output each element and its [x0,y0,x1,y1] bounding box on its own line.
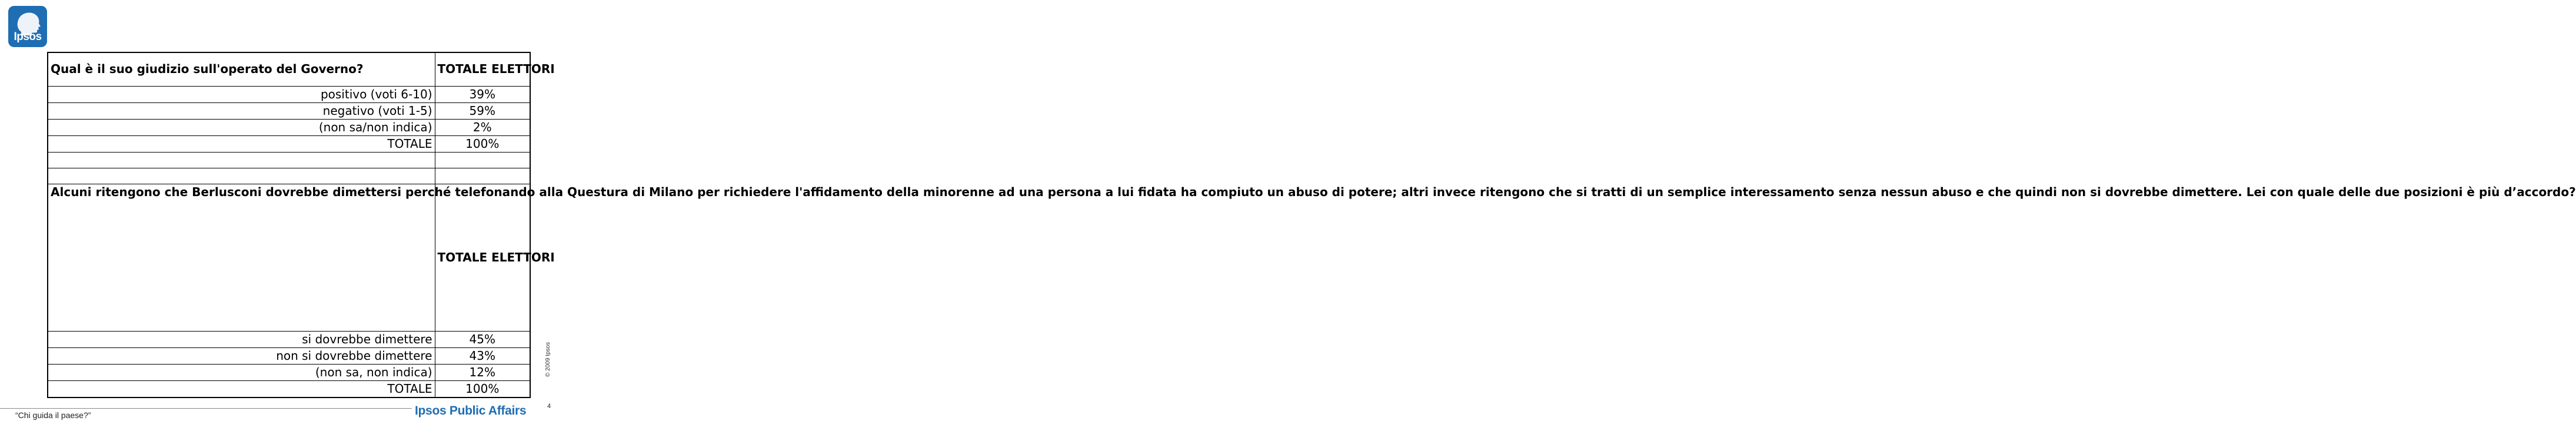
row-value: 2% [435,119,530,135]
copyright-note: © 2009 Ipsos [545,342,551,377]
row-label: si dovrebbe dimettere [48,331,435,347]
row-label: negativo (voti 1-5) [48,102,435,119]
table2-question: Alcuni ritengono che Berlusconi dovrebbe dimettersi perché telefonando alla Questura di Milano per richiedere l'affidamento della minorenne ad una persona a lui fidata ha compiuto un abuso di potere; altri invece ritengono che si tratti di un semplice interessamento senza nessun abuso e che quindi non si dovrebbe dimettere. Lei con quale delle due posizioni è più d’accordo? [51,184,2576,199]
table2-header: TOTALE ELETTORI [435,184,530,331]
row-label: positivo (voti 6-10) [48,86,435,102]
table-row [48,347,530,364]
empty-row [48,168,530,184]
row-label: TOTALE [48,380,435,398]
row-label: non si dovrebbe dimettere [48,347,435,364]
table-row [48,86,530,102]
row-value: 43% [435,347,530,364]
row-value: 45% [435,331,530,347]
page-number: 4 [547,403,551,410]
table1-question: Qual è il suo giudizio sull'operato del Governo? [48,52,435,86]
table-row [48,331,530,347]
brand-name: Ipsos Public Affairs [415,404,527,418]
table-row [48,380,530,398]
footer-divider [0,408,412,409]
row-value: 39% [435,86,530,102]
table-row [48,119,530,135]
logo-text: Ipsos [14,31,42,43]
table2-header-row [48,184,530,331]
row-label: (non sa/non indica) [48,119,435,135]
row-value: 59% [435,102,530,119]
table-row [48,135,530,152]
table1-header-row [48,52,530,86]
row-label: (non sa, non indica) [48,364,435,380]
row-value: 100% [435,135,530,152]
table1-header: TOTALE ELETTORI [435,52,530,86]
row-label: TOTALE [48,135,435,152]
table-row [48,102,530,119]
row-value: 100% [435,380,530,398]
table-row [48,364,530,380]
ipsos-logo [8,6,47,47]
row-value: 12% [435,364,530,380]
footer-title: “Chi guida il paese?” [15,410,91,420]
empty-row [48,152,530,168]
